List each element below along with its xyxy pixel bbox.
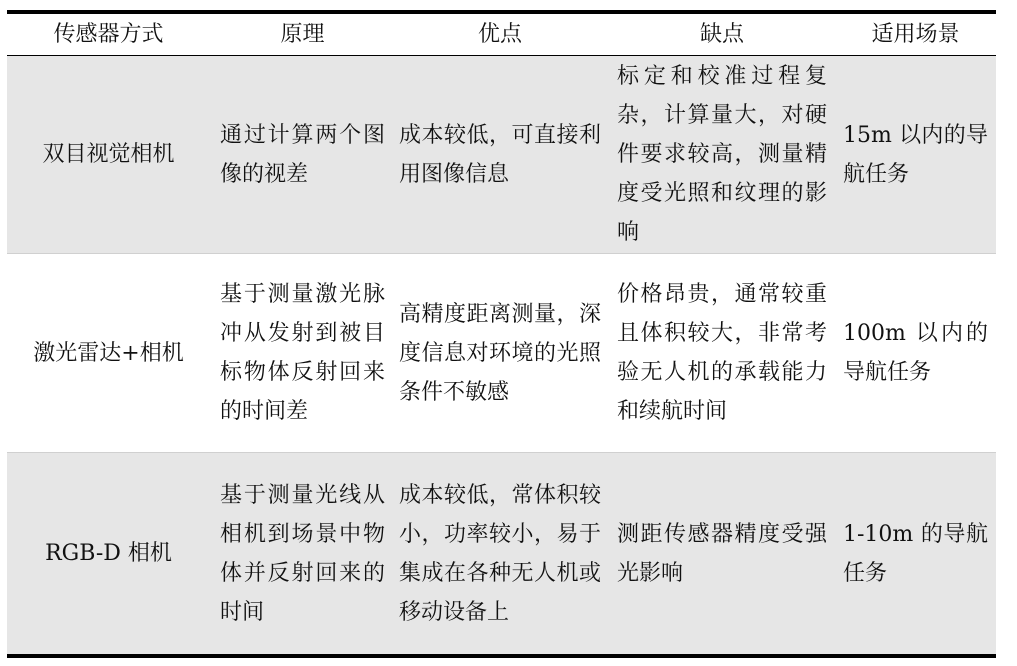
cell-disadvantages: 标定和校准过程复杂，计算量大，对硬件要求较高，测量精度受光照和纹理的影响 [617, 64, 827, 245]
cell-principle: 通过计算两个图像的视差 [220, 122, 385, 187]
header-principle: 原理 [280, 21, 325, 47]
table-row-stereo-camera [7, 56, 996, 254]
cell-method: 激光雷达+相机 [33, 340, 184, 366]
table-row-rgbd-camera [7, 453, 996, 654]
table-row-lidar-camera [7, 254, 996, 453]
cell-disadvantages: 测距传感器精度受强光影响 [617, 521, 827, 586]
cell-scenario: 15m 以内的导航任务 [843, 122, 988, 187]
header-advantages: 优点 [477, 21, 522, 47]
cell-disadvantages: 价格昂贵，通常较重且体积较大，非常考验无人机的承载能力和续航时间 [617, 282, 827, 424]
cell-scenario: 100m 以内的导航任务 [843, 321, 988, 385]
cell-advantages: 高精度距离测量，深度信息对环境的光照条件不敏感 [399, 301, 601, 405]
cell-principle: 基于测量激光脉冲从发射到被目标物体反射回来的时间差 [220, 282, 385, 424]
header-method: 传感器方式 [53, 21, 164, 47]
cell-method: RGB-D 相机 [45, 541, 172, 566]
cell-advantages: 成本较低，可直接利用图像信息 [399, 122, 601, 187]
sensor-comparison-table [7, 10, 996, 658]
table-header-row [7, 14, 996, 56]
cell-method: 双目视觉相机 [42, 142, 175, 167]
cell-principle: 基于测量光线从相机到场景中物体并反射回来的时间 [220, 482, 385, 625]
cell-advantages: 成本较低，常体积较小，功率较小，易于集成在各种无人机或移动设备上 [399, 482, 601, 625]
header-disadvantages: 缺点 [699, 21, 744, 47]
cell-scenario: 1-10m 的导航任务 [843, 521, 988, 586]
header-scenario: 适用场景 [871, 21, 960, 47]
